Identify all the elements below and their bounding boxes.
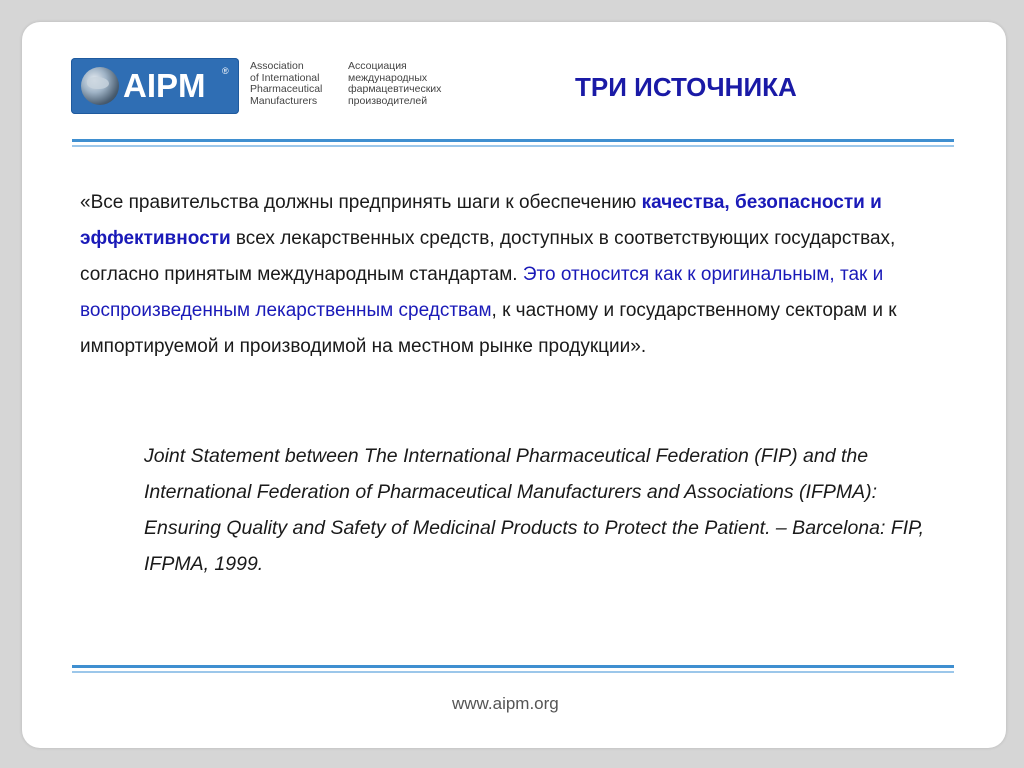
footer-url: www.aipm.org bbox=[452, 694, 559, 713]
association-ru-line: производителей bbox=[348, 94, 428, 107]
citation: Joint Statement between The International Pharmaceutical Federation (FIP) and the International Federation of Pharmaceutical Manufacturers and Associations (IFPMA): Ensuring Quality and Safety of Medicinal Products to Protect the Patient. – Barcelona: FIP, IFPMA, 1999. bbox=[144, 445, 925, 575]
quote-text: «Все правительства должны предпринять шаги к обеспечению bbox=[80, 192, 642, 213]
quote-highlight-originals: Это относится как к оригинальным, так и воспроизведенным лекарственным средствам bbox=[80, 264, 884, 321]
association-name-ru bbox=[348, 61, 441, 107]
quote-text: всех лекарственных средств, доступных в соответствующих государствах, согласно принятым международным стандартам. bbox=[80, 228, 896, 285]
logo-text: AIPM bbox=[123, 67, 206, 104]
slide-title: ТРИ ИСТОЧНИКА bbox=[575, 72, 797, 102]
quote-paragraph bbox=[80, 185, 940, 365]
top-divider bbox=[72, 139, 954, 147]
association-en-line: Pharmaceutical bbox=[250, 83, 323, 95]
association-en-line: Manufacturers bbox=[250, 94, 318, 107]
association-ru-line: фармацевтических bbox=[348, 83, 442, 95]
aipm-logo bbox=[71, 58, 239, 114]
association-ru-line: Ассоциация bbox=[348, 60, 407, 72]
association-en-line: Association bbox=[250, 60, 304, 72]
association-en-line: of International bbox=[250, 71, 320, 84]
quote-highlight-quality: качества, безопасности и эффективности bbox=[80, 192, 882, 249]
globe-icon bbox=[81, 67, 119, 105]
association-name-en bbox=[250, 61, 322, 107]
registered-mark: ® bbox=[222, 66, 229, 76]
bottom-divider bbox=[72, 665, 954, 673]
quote-text: , к частному и государственному секторам и к импортируемой и производимой на местном рынке продукции». bbox=[80, 300, 897, 357]
association-ru-line: международных bbox=[348, 71, 428, 84]
slide bbox=[22, 22, 1006, 748]
